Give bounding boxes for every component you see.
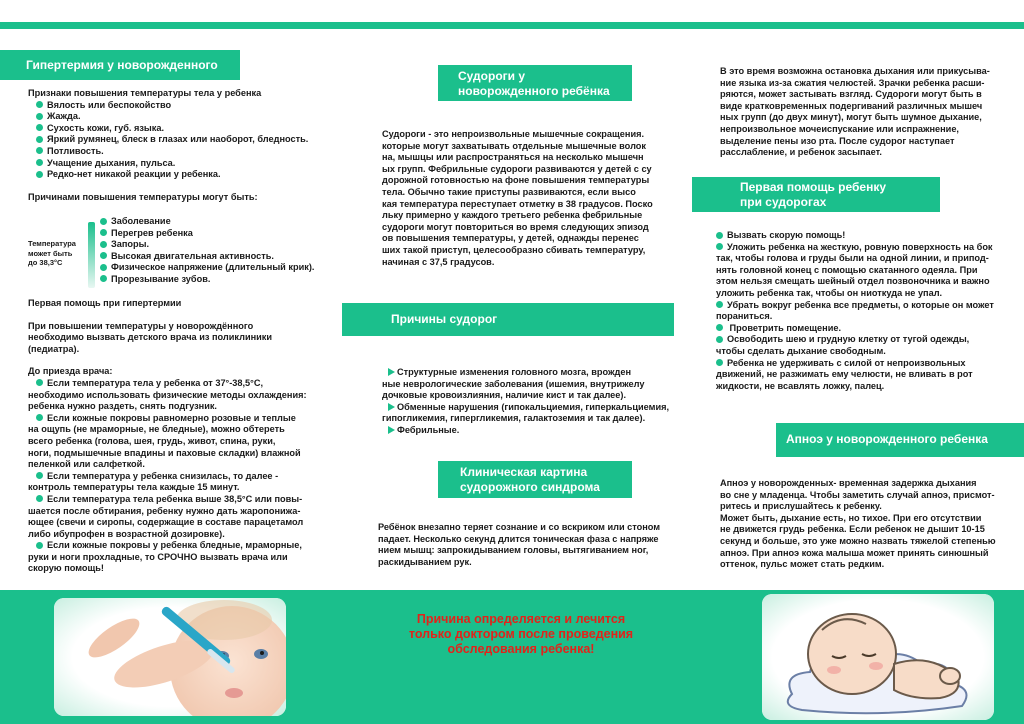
causes-intro: Причинами повышения температуры могут быть: — [28, 191, 258, 202]
bullet-icon — [100, 264, 107, 271]
seizure-cause-text: ные неврологические заболевания (ишемия, внутрижелу — [382, 378, 645, 389]
cause-item — [100, 228, 340, 240]
aid-line: чтобы сделать дыхание свободным. — [716, 345, 886, 356]
bullet-icon — [716, 336, 723, 343]
header-seizure-causes: Причины судорог — [342, 303, 674, 336]
seizure-causes-list — [382, 367, 682, 437]
arrow-bullet-icon — [388, 368, 395, 376]
bullet-icon — [100, 218, 107, 225]
seizures-line: ших такой приступ, целесообразно сбивать температуру, — [382, 244, 646, 255]
sign-item — [28, 146, 348, 158]
warning-line: Причина определяется и лечится — [416, 612, 626, 626]
advice-item-text: Если кожные покровы равномерно розовые и теплые — [47, 412, 296, 423]
left-column-text — [28, 88, 348, 203]
sign-item — [28, 158, 348, 170]
advice-line: шается после обтирания, ребенку нужно дать жаропонижа- — [28, 505, 301, 516]
aid-item-text: Уложить ребенка на жесткую, ровную поверхность на бок — [727, 241, 993, 252]
cause-item — [100, 239, 340, 251]
seizures-line: которые могут захватывать отдельные мышечные волок — [382, 140, 646, 151]
advice-line: руки и ноги прохладные, то СРОЧНО вызвать врача или — [28, 551, 288, 562]
header-line: новорожденного ребёнка — [458, 84, 610, 98]
continuation-line: ряются, может застывать взгляд. Судороги могут быть в — [720, 89, 982, 100]
aid-line: уложить ребенка так, чтобы он ниоткуда не упал. — [716, 287, 943, 298]
bullet-icon — [100, 252, 107, 259]
continuation-line: непроизвольное мочеиспускание или испражнение, — [720, 123, 959, 134]
signs-list — [28, 100, 348, 181]
apnea-line: Может быть, дыхание есть, но тихое. При его отсутствии — [720, 512, 982, 523]
header-line: Первая помощь ребенку — [740, 180, 887, 194]
aid-line: так, чтобы голова и груды были на одной линии, и припод- — [716, 253, 989, 264]
seizure-cause-line — [382, 425, 682, 437]
arrow-bullet-icon — [388, 403, 395, 411]
aid-item — [716, 300, 1021, 312]
left-first-aid — [28, 298, 348, 575]
temp-label-line: до 38,3°С — [28, 258, 63, 267]
bullet-icon — [716, 359, 723, 366]
advice-line: необходимо использовать физические методы охлаждения: — [28, 389, 307, 400]
seizures-line: ых групп. Фебрильные судороги развиваются у детей с су — [382, 163, 652, 174]
bullet-icon — [716, 232, 723, 239]
first-aid-line: необходимо вызвать детского врача из поликлиники — [28, 332, 273, 343]
aid-item-text: Освободить шею и грудную клетку от тугой одежды, — [727, 334, 970, 345]
advice-line: ноги, подмышечные впадины и паховые складки) влажной — [28, 447, 301, 458]
first-aid-line: При повышении температуры у новорождённого — [28, 320, 254, 331]
temp-label-line: Температура — [28, 239, 76, 248]
seizure-cause-line — [382, 379, 682, 391]
aid-item-text: Вызвать скорую помощь! — [727, 230, 846, 240]
seizure-cause-line — [382, 413, 682, 425]
advice-item-text: Если кожные покровы у ребенка бледные, мраморные, — [47, 540, 302, 551]
bullet-icon — [100, 275, 107, 282]
header-seizure-first-aid — [692, 177, 940, 212]
advice-item — [28, 378, 348, 390]
aid-line: жидкости, не всавлять ложку, палец. — [716, 380, 885, 391]
continuation-line: В это время возможна остановка дыхания или прикусыва- — [720, 66, 990, 76]
apnea-line: Апноэ у новорожденных- временная задержка дыхания — [720, 478, 977, 488]
seizure-cause-line — [382, 367, 682, 379]
header-clinical-picture — [438, 461, 632, 498]
clinical-line: падает. Несколько секунд длится тоническая фаза с напряже — [378, 533, 659, 544]
advice-line: ребенка нужно раздеть, снять подгузник. — [28, 401, 217, 412]
seizure-cause-line — [382, 390, 682, 402]
seizures-text — [382, 129, 682, 268]
continuation-line: виде кратковременных подергиваний различных мышеч — [720, 100, 983, 111]
aid-line: этом нельзя смещать шейный отдел позвоночника и важно — [716, 276, 990, 287]
header-line: судорожного синдрома — [460, 480, 600, 494]
clinical-text — [378, 522, 688, 568]
bullet-icon — [716, 301, 723, 308]
apnea-line: не движется грудь ребенка. Если ребенок не дышит 10-15 — [720, 524, 985, 535]
bullet-icon — [716, 324, 723, 331]
bullet-icon — [36, 147, 43, 154]
bottom-warning-message — [376, 612, 666, 657]
aid-line: движений, не разжимать ему челюсти, не вливать в рот — [716, 369, 973, 380]
advice-item — [28, 413, 348, 425]
cause-item-text: Физическое напряжение (длительный крик). — [111, 262, 315, 273]
header-line: при судорогах — [740, 195, 827, 209]
aid-item-text: Проветрить помещение. — [727, 322, 842, 333]
cause-item-text: Запоры. — [111, 239, 150, 250]
apnea-line: во сне у младенца. Чтобы заметить случай апноэ, присмот- — [720, 489, 995, 500]
baby-thermometer-illustration — [54, 598, 286, 716]
before-doctor-title: До приезда врача: — [28, 366, 113, 377]
cause-item-text: Заболевание — [111, 216, 171, 226]
header-line: Клиническая картина — [460, 465, 588, 479]
cause-item — [100, 216, 340, 228]
aid-item — [716, 323, 1021, 335]
header-apnea: Апноэ у новорожденного ребенка — [776, 423, 1024, 457]
bullet-icon — [36, 542, 43, 549]
advice-item-text: Если температура тела ребенка выше 38,5°С или повы- — [47, 493, 303, 504]
temperature-label — [28, 239, 88, 268]
temp-label-line: может быть — [28, 248, 73, 258]
cause-item-text: Перегрев ребенка — [111, 227, 193, 238]
seizures-line: льку примерно у каждого третьего ребенка фебрильные — [382, 210, 643, 221]
aid-line: нять головной конец с помощью скатанного одеяла. При — [716, 264, 978, 275]
advice-line: либо ибупрофен в возрастной дозировке). — [28, 528, 225, 539]
sleeping-baby-illustration — [762, 594, 994, 720]
advice-line: ющее (свечи и сиропы, содержащие в составе парацетамол — [28, 517, 304, 528]
sign-item-text: Редко-нет никакой реакции у ребенка. — [47, 169, 221, 180]
bullet-icon — [36, 136, 43, 143]
advice-item-text: Если температура тела у ребенка от 37°-38,5°С, — [47, 377, 264, 388]
bullet-icon — [36, 159, 43, 166]
sign-item-text: Учащение дыхания, пульса. — [47, 157, 176, 168]
warning-line: только доктором после проведения — [408, 627, 634, 641]
seizures-line: дорожной готовностью на фоне повышения температуры — [382, 175, 650, 186]
clinical-line: раскидыванием рук. — [378, 556, 472, 567]
header-line: Судороги у — [458, 69, 526, 83]
advice-line: контроль температуры тела каждые 15 минут. — [28, 482, 240, 493]
seizures-line: тела. Обычно такие приступы развиваются, если высо — [382, 186, 636, 197]
seizure-cause-text: Структурные изменения головного мозга, врожден — [397, 367, 632, 377]
advice-list — [28, 378, 348, 575]
aid-line: пораниться. — [716, 311, 773, 322]
bullet-icon — [36, 113, 43, 120]
bullet-icon — [100, 229, 107, 236]
continuation-line: ние языка из-за сжатия челюстей. Зрачки ребенка расши- — [720, 77, 985, 88]
bullet-icon — [716, 243, 723, 250]
seizure-cause-text: Обменные нарушения (гипокальциемия, гиперкальциемия, — [397, 401, 670, 412]
sign-item-text: Яркий румянец, блеск в глазах или наоборот, бледность. — [47, 134, 309, 145]
baby-thermometer-photo — [54, 598, 286, 716]
apnea-line: оттенок, пульс может стать редким. — [720, 559, 885, 570]
cause-item — [100, 262, 340, 274]
seizure-cause-line — [382, 402, 682, 414]
bullet-icon — [36, 379, 43, 386]
continuation-line: ных групп (до двух минут), могут быть шумное дыхание, — [720, 112, 982, 123]
advice-item — [28, 540, 348, 552]
cause-item-text: Высокая двигательная активность. — [111, 250, 274, 261]
bullet-icon — [36, 101, 43, 108]
aid-item-text: Ребенка не удерживать с силой от непроизвольных — [727, 357, 966, 368]
seizures-continuation — [720, 66, 1020, 159]
bullet-icon — [36, 171, 43, 178]
first-aid-title: Первая помощь при гипертермии — [28, 298, 182, 308]
cause-item-text: Прорезывание зубов. — [111, 273, 211, 284]
bullet-icon — [36, 495, 43, 502]
seizures-line: начиная с 37,5 градусов. — [382, 256, 495, 267]
seizures-line: судороги могут повториться во время следующих эпизод — [382, 221, 649, 232]
signs-intro: Признаки повышения температуры тела у ребенка — [28, 88, 262, 98]
bullet-icon — [100, 241, 107, 248]
sign-item — [28, 100, 348, 112]
apnea-line: апноэ. При апноэ кожа малыша может принять синюшный — [720, 547, 989, 558]
bullet-icon — [36, 124, 43, 131]
advice-line: пеленкой или салфеткой. — [28, 459, 145, 470]
aid-item — [716, 334, 1021, 346]
aid-item — [716, 358, 1021, 370]
arrow-bullet-icon — [388, 426, 395, 434]
seizure-cause-text: дочковые кровоизлияния, наличие кист и так далее). — [382, 390, 627, 401]
aid-item — [716, 230, 1021, 242]
continuation-line: выделение пены изо рта. После судорог наступает — [720, 135, 955, 146]
sleeping-baby-drawing — [762, 594, 994, 720]
advice-line: всего ребенка (голова, шея, грудь, живот, спина, руки, — [28, 435, 276, 446]
seizure-cause-text: гипогликемия, гипергликемия, галактоземия и так далее). — [382, 413, 646, 424]
header-seizures — [438, 65, 632, 101]
apnea-text — [720, 478, 1024, 571]
top-accent-bar — [0, 22, 1024, 29]
aid-item-text: Убрать вокруг ребенка все предметы, о которые он может — [727, 299, 994, 310]
apnea-line: ритесь и прислушайтесь к ребенку. — [720, 501, 882, 512]
advice-line: на ощупь (не мраморные, не бледные), можно обтереть — [28, 424, 285, 435]
header-hyperthermia: Гипертермия у новорожденного — [0, 50, 240, 80]
sign-item-text: Сухость кожи, губ. языка. — [47, 122, 165, 133]
sign-item — [28, 134, 348, 146]
temperature-bracket — [88, 222, 95, 288]
seizures-line: Судороги - это непроизвольные мышечные сокращения. — [382, 129, 645, 139]
clinical-line: Ребёнок внезапно теряет сознание и со вскриком или стоном — [378, 522, 661, 532]
first-aid-paragraph — [28, 321, 348, 356]
sign-item — [28, 111, 348, 123]
seizure-aid-list — [716, 230, 1021, 392]
apnea-line: секунд и больше, это уже можно назвать тяжелой степенью — [720, 535, 996, 546]
bullet-icon — [36, 414, 43, 421]
continuation-line: расслабление, и ребенок засыпает. — [720, 147, 882, 158]
seizures-line: на, мышцы или распространяться на несколько мышечн — [382, 152, 644, 163]
seizures-line: ов повышения температуры, у детей, однажды перенес — [382, 233, 639, 244]
sign-item-text: Вялость или беспокойство — [47, 99, 172, 110]
causes-list — [100, 216, 340, 286]
advice-item — [28, 494, 348, 506]
cause-item — [100, 274, 340, 286]
sign-item — [28, 169, 348, 181]
cause-item — [100, 251, 340, 263]
first-aid-line: (педиатра). — [28, 343, 80, 354]
sign-item-text: Потливость. — [47, 145, 104, 156]
advice-item — [28, 471, 348, 483]
advice-line: скорую помощь! — [28, 563, 104, 574]
clinical-line: нием мышц: запрокидыванием головы, вытягиванием ног, — [378, 545, 649, 556]
seizure-cause-text: Фебрильные. — [397, 424, 460, 435]
sign-item-text: Жажда. — [47, 111, 81, 122]
seizures-line: кая температура переступает отметку в 38 градусов. Поско — [382, 198, 653, 209]
sign-item — [28, 123, 348, 135]
advice-item-text: Если температура у ребенка снизилась, то далее - — [47, 470, 279, 481]
bullet-icon — [36, 472, 43, 479]
aid-item — [716, 242, 1021, 254]
warning-line: обследования ребенка! — [447, 642, 595, 656]
